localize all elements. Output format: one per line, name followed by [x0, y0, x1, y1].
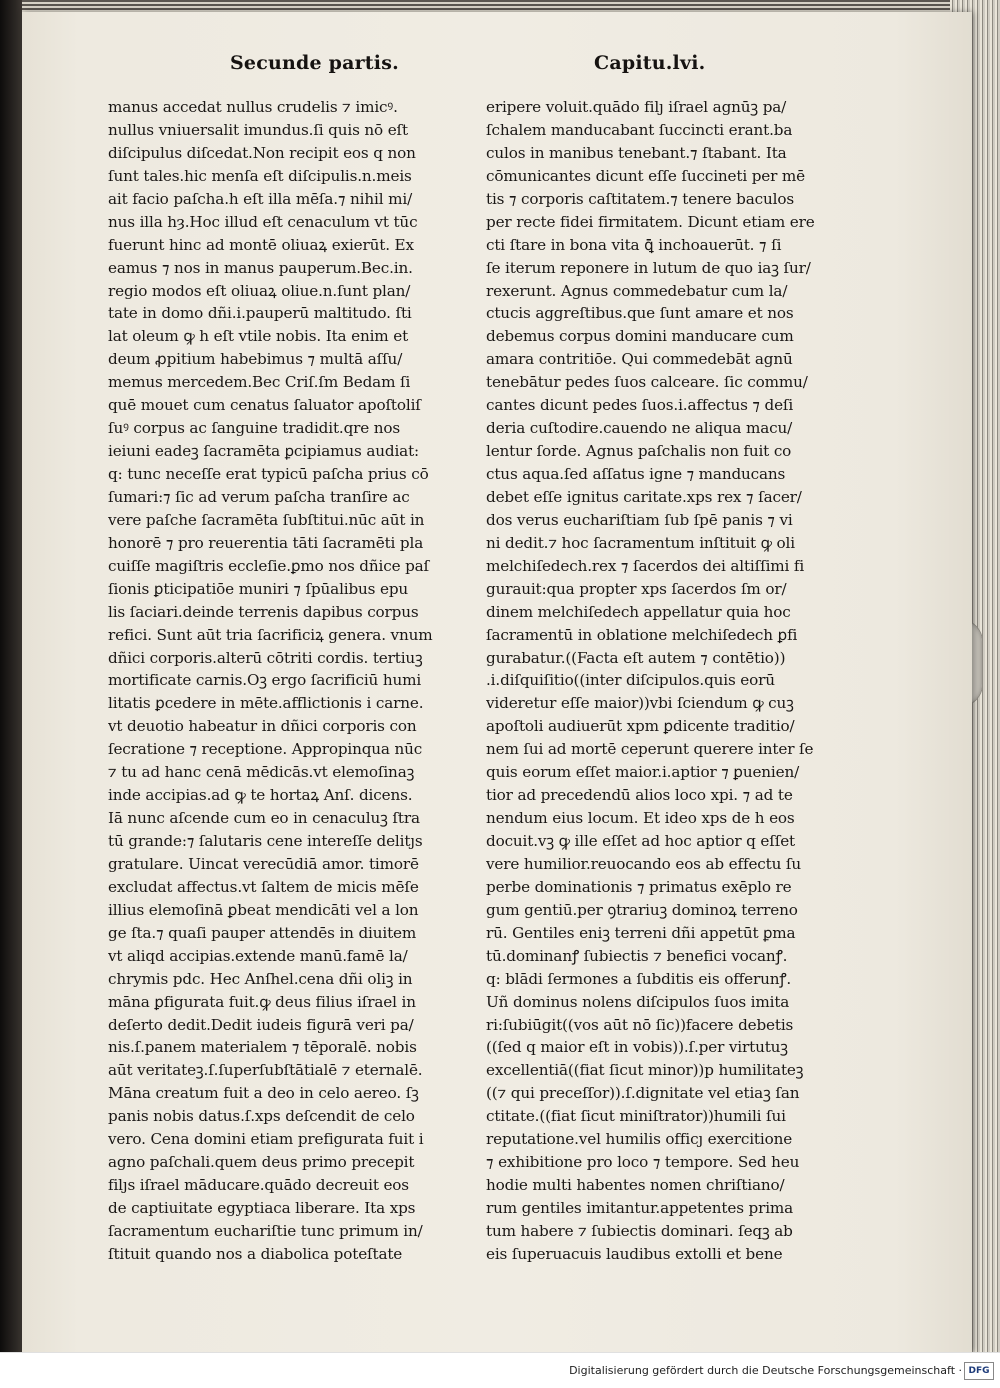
text-line: nendum eius locum. Et ideo xps de h eos: [486, 809, 795, 828]
text-line: vere humilior.reuocando eos ab effectu ſu: [486, 854, 801, 873]
footer-bar: [0, 1352, 1000, 1388]
text-line: diſcipulus diſcedat.Non recipit eos q non: [108, 143, 416, 162]
text-line: nus illa hȝ.Hoc illud eſt cenaculum vt tūc: [108, 212, 418, 231]
text-line: ri:ſubiūgit((vos aūt nō ſic))facere debetis: [486, 1015, 794, 1034]
text-line: per recte fidei firmitatem. Dicunt etiam ere: [486, 212, 815, 231]
text-line: Māna creatum fuit a deo in celo aereo. ſꝫ: [108, 1084, 419, 1103]
text-line: vere paſche ſacramēta ſubſtitui.nūc aūt in: [108, 510, 425, 529]
text-line: cōmunicantes dicunt eſſe ſuccineti per mē: [486, 166, 806, 185]
text-line: panis nobis datus.ſ.xps deſcendit de celo: [108, 1107, 415, 1126]
text-line: tum habere ⁊ ſubiectis dominari. ſeqꝫ ab: [486, 1221, 793, 1240]
text-line: vero. Cena domini etiam prefigurata fuit i: [108, 1130, 424, 1149]
dfg-logo: DFG: [964, 1362, 994, 1380]
text-line: ctus aqua.ſed aſſatus igne ⁊ manducans: [486, 465, 786, 483]
text-line: chrymis pdc. Hec Anſhel.cena dñi oliꝫ in: [108, 969, 413, 988]
running-head-left: Secunde partis.: [230, 52, 399, 74]
text-line: refici. Sunt aūt tria ſacrificiꝝ genera. vnum: [108, 625, 433, 644]
text-line: inde accipias.ad ꝙ te hortaꝝ Anſ. dicens.: [108, 786, 413, 805]
text-line: ni dedit.⁊ hoc ſacramentum inſtituit ꝙ oli: [486, 533, 795, 552]
text-line: dos verus euchariſtiam ſub ſpē panis ⁊ vi: [486, 510, 793, 529]
text-line: ((ſed q maior eſt in vobis)).ſ.per virtutuꝫ: [486, 1038, 788, 1057]
text-line: melchiſedech.rex ⁊ ſacerdos dei altiſſimi fi: [486, 556, 805, 575]
text-line: cantes dicunt pedes ſuos.i.affectus ⁊ deſi: [486, 396, 794, 415]
text-line: mortificate carnis.Oꝫ ergo ſacrificiū humi: [108, 671, 422, 690]
text-line: dinem melchiſedech appellatur quia hoc: [486, 602, 791, 621]
text-line: ſacramentum euchariſtie tunc primum in/: [108, 1221, 423, 1240]
text-line: gurauit:qua propter xps ſacerdos ſm or/: [486, 579, 787, 598]
text-line: dñici corporis.alterū cōtriti cordis. tertiuꝫ: [108, 648, 423, 667]
footer-credit: Digitalisierung gefördert durch die Deutsche Forschungsgemeinschaft ·: [569, 1364, 962, 1377]
text-line: ſunt tales.hic menſa eſt diſcipulis.n.meis: [108, 166, 412, 185]
text-line: rū. Gentiles eniꝫ terreni dñi appetūt ꝑma: [486, 923, 796, 942]
text-line: rum gentiles imitantur.appetentes prima: [486, 1199, 794, 1217]
text-line: ſchalem manducabant ſuccincti erant.ba: [486, 120, 793, 139]
text-line: deria cuſtodire.cauendo ne aliqua macu/: [486, 419, 793, 438]
text-line: hodie multi habentes nomen chriſtiano/: [486, 1176, 785, 1195]
text-column-right: [486, 96, 854, 1266]
text-line: honorē ⁊ pro reuerentia tāti ſacramēti pla: [108, 533, 424, 552]
text-line: Iā nunc aſcende cum eo in cenaculuꝫ ſtra: [108, 809, 420, 828]
text-line: agno paſchali.quem deus primo precepit: [108, 1153, 415, 1172]
text-line: ctucis aggreſtibus.que ſunt amare et nos: [486, 304, 794, 323]
text-line: lentur ſorde. Agnus paſchalis non fuit co: [486, 442, 792, 461]
running-head-right: Capitu.lvi.: [594, 52, 706, 74]
text-line: de captiuitate egyptiaca liberare. Ita xps: [108, 1199, 416, 1217]
text-line: lat oleum ꝙ h eſt vtile nobis. Ita enim et: [108, 327, 409, 346]
text-line: tū grande:⁊ ſalutaris cene intereſſe delitȷs: [108, 832, 423, 850]
text-line: ſe iterum reponere in lutum de quo iaꝫ ſur/: [486, 258, 811, 277]
text-line: eamus ⁊ nos in manus pauperum.Bec.in.: [108, 258, 413, 277]
text-line: ieiuni eadeꝫ ſacramēta ꝑcipiamus audiat:: [108, 442, 419, 461]
text-line: gratulare. Uincat verecūdiā amor. timorē: [108, 854, 419, 873]
text-line: tenebātur pedes ſuos calceare. ſic commu/: [486, 373, 808, 392]
text-line: māna ꝑfigurata fuit.ꝙ deus filius iſrael in: [108, 992, 416, 1011]
text-line: regio modos eſt oliuaꝝ oliue.n.ſunt plan/: [108, 281, 411, 300]
text-line: deſerto dedit.Dedit iudeis figurā veri pa/: [108, 1015, 414, 1034]
text-line: ſionis ꝑticipatiōe muniri ⁊ ſpūalibus epu: [108, 579, 409, 598]
text-line: fuerunt hinc ad montē oliuaꝝ exierūt. Ex: [108, 235, 414, 254]
text-line: rexerunt. Agnus commedebatur cum la/: [486, 281, 788, 300]
text-line: tior ad precedendū alios loco xpi. ⁊ ad te: [486, 786, 793, 805]
text-line: lis ſaciari.deinde terrenis dapibus corpus: [108, 602, 419, 621]
text-line: cti ſtare in bona vita ꝗ̄ inchoauerūt. ⁊ ſi: [486, 235, 782, 254]
text-line: vt deuotio habeatur in dñici corporis con: [108, 717, 417, 736]
text-line: quē mouet cum cenatus ſaluator apoſtoliſ: [108, 396, 421, 415]
text-line: deum ꝓpitium habebimus ⁊ multā aſſu/: [108, 350, 403, 369]
text-line: filȷs iſrael māducare.quādo decreuit eos: [108, 1176, 409, 1195]
text-line: tate in domo dñi.i.pauperū maltitudo. ſti: [108, 304, 412, 323]
text-line: memus mercedem.Bec Criſ.ſm Bedam ſi: [108, 373, 411, 392]
text-line: reputatione.vel humilis officȷ exercitione: [486, 1130, 793, 1149]
text-line: amara contritiōe. Qui commedebāt agnū: [486, 350, 793, 369]
text-line: ctitate.((fiat ſicut miniſtrator))humili ſui: [486, 1107, 786, 1126]
text-line: eripere voluit.quādo filȷ iſrael agnūꝫ pa/: [486, 98, 787, 116]
text-line: debemus corpus domini manducare cum: [486, 327, 794, 346]
text-line: cuiſſe magiſtris eccleſie.ꝑmo nos dñice paſ: [108, 556, 430, 575]
text-line: eis ſuperuacuis laudibus extolli et bene: [486, 1244, 783, 1263]
text-line: ſacramentū in oblatione melchiſedech ꝑfi: [486, 625, 798, 644]
text-line: ge ſta.⁊ quaſi pauper attendēs in diuitem: [108, 923, 417, 942]
text-line: apoſtoli audiuerūt xpm ꝑdicente traditio/: [486, 717, 795, 736]
text-line: aūt veritateꝫ.ſ.ſuperſubſtātialē ⁊ eternalē.: [108, 1061, 423, 1080]
text-column-left: [108, 96, 476, 1266]
text-line: gum gentiū.per ꝯtrariuꝫ dominoꝝ terreno: [486, 900, 798, 919]
text-line: .i.diſquiſitio((inter diſcipulos.quis eorū: [486, 671, 775, 690]
text-line: excludat affectus.vt ſaltem de micis mēſe: [108, 877, 419, 896]
text-line: culos in manibus tenebant.⁊ ſtabant. Ita: [486, 143, 787, 162]
text-line: litatis ꝑcedere in mēte.afflictionis i carne.: [108, 694, 424, 713]
text-line: nullus vniuersalit imundus.ſi quis nō eſt: [108, 120, 408, 139]
text-line: ſumari:⁊ ſic ad verum paſcha tranſire ac: [108, 487, 410, 506]
text-line: excellentiā((fiat ſicut minor))p humilitateꝫ: [486, 1061, 804, 1080]
text-line: ait facio paſcha.h eſt illa mēſa.⁊ nihil mi/: [108, 189, 413, 208]
text-line: videretur eſſe maior))vbi ſciendum ꝙ cuꝫ: [486, 694, 794, 713]
text-line: illius elemoſinā ꝑbeat mendicāti vel a lon: [108, 900, 419, 919]
text-line: nis.ſ.panem materialem ⁊ tēporalē. nobis: [108, 1038, 417, 1057]
text-line: quis eorum eſſet maior.i.aptior ⁊ ꝑuenien/: [486, 763, 800, 782]
text-line: ſecratione ⁊ receptione. Appropinqua nūc: [108, 740, 423, 759]
text-line: Uñ dominus nolens diſcipulos ſuos imita: [486, 992, 790, 1011]
text-line: q: tunc neceſſe erat typicū paſcha prius cō: [108, 465, 429, 483]
text-line: ⁊ tu ad hanc cenā mēdicās.vt elemoſinaꝫ: [108, 763, 415, 782]
text-line: ((⁊ qui preceſſor)).ſ.dignitate vel etiaꝫ ſan: [486, 1084, 800, 1103]
text-line: tū.dominanꝭ ſubiectis ⁊ benefici vocanꝭ.: [486, 946, 788, 965]
text-line: manus accedat nullus crudelis ⁊ imicꝰ.: [108, 98, 398, 116]
text-line: gurabatur.((Facta eſt autem ⁊ contētio)): [486, 648, 786, 667]
text-line: nem ſui ad mortē ceperunt querere inter ſe: [486, 740, 814, 759]
text-line: vt aliqd accipias.extende manū.famē la/: [108, 946, 408, 965]
text-line: ⁊ exhibitione pro loco ⁊ tempore. Sed heu: [486, 1153, 800, 1172]
text-line: ſtituit quando nos a diabolica poteſtate: [108, 1244, 403, 1263]
text-line: perbe dominationis ⁊ primatus exēplo re: [486, 877, 792, 896]
text-line: ſuꝰ corpus ac ſanguine tradidit.qre nos: [108, 419, 401, 438]
text-line: q: blādi ſermones a ſubditis eis offerunꝭ.: [486, 969, 792, 988]
text-line: tis ⁊ corporis caſtitatem.⁊ tenere baculos: [486, 189, 794, 208]
text-line: docuit.vꝫ ꝙ ille eſſet ad hoc aptior q eſſet: [486, 832, 795, 850]
text-line: debet eſſe ignitus caritate.xps rex ⁊ ſacer/: [486, 487, 802, 506]
